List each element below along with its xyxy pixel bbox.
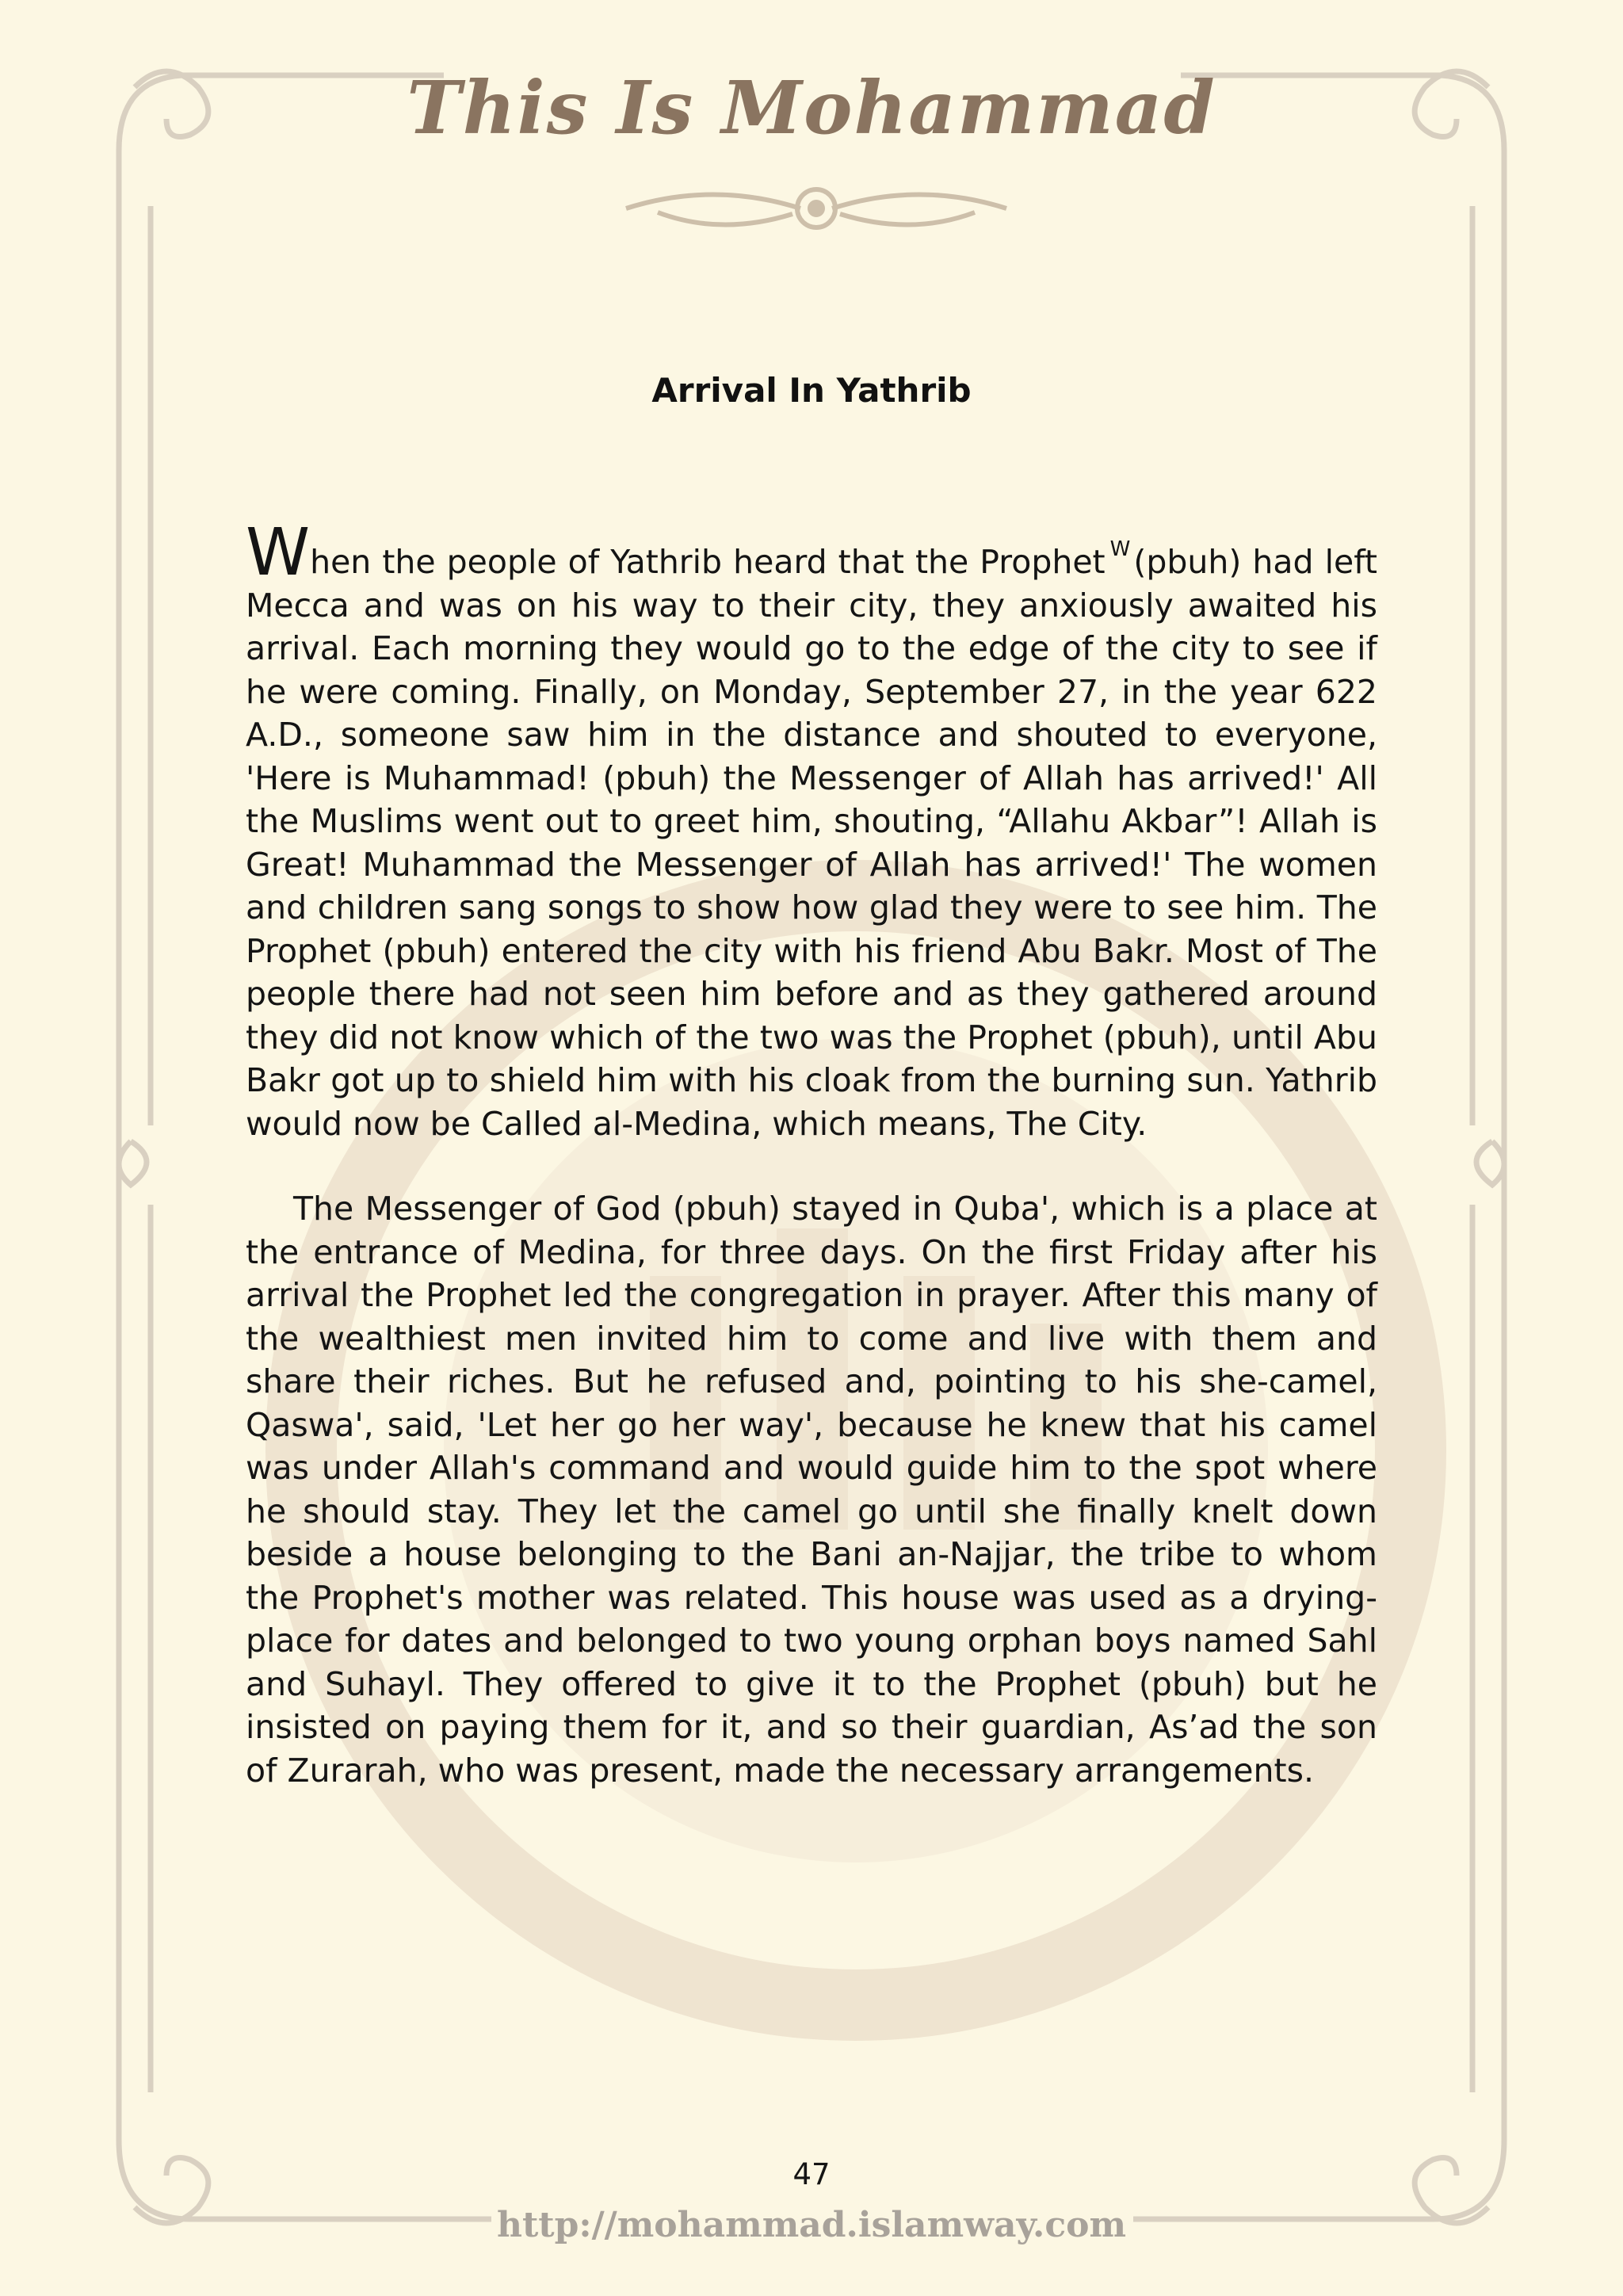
book-title: This Is Mohammad [407,65,1216,151]
drop-cap: W [246,515,311,590]
paragraph-1 [246,515,1377,1145]
footer-url: http://mohammad.islamway.com [496,2205,1127,2245]
article-body [246,515,1377,1792]
chapter-title: Arrival In Yathrib [651,371,972,410]
title-ornament-icon [610,173,1022,244]
superscript-mark: W [1109,537,1131,561]
paragraph-2: The Messenger of God (pbuh) stayed in Quba', which is a place at the entrance of Medina, for three days. On the first Friday after his arrival the Prophet led the congregation in prayer. After this many of the wealthiest men invited him to come and live with them and share their riches. But he refused and, pointing to his she-camel, Qaswa', said, 'Let her go her way', because he knew that his camel was under Allah's command and would guide him to the spot where he should stay. They let the camel go until she finally knelt down beside a house belonging to the Bani an-Najjar, the tribe to whom the Prophet's mother was related. This house was used as a drying-place for dates and belonged to two young orphan boys named Sahl and Suhayl. They offered to give it to the Prophet (pbuh) but he insisted on paying them for it, and so their guardian, As’ad the son of Zurarah, who was present, made the necessary arrangements. [246,1190,1377,1790]
page-number: 47 [792,2157,831,2191]
paragraph-1-text-end: (pbuh) had left Mecca and was on his way to their city, they anxiously awaited his arrival. Each morning they would go to the edge of the city to see if he were coming. Finally, on Monday, September 27, in the year 622 A.D., someone saw him in the distance and shouted to everyone, 'Here is Muhammad! (pbuh) the Messenger of Allah has arrived!' All the Muslims went out to greet him, shouting, “Allahu Akbar”! Allah is Great! Muhammad the Messenger of Allah has arrived!' The women and children sang songs to show how glad they were to see him. The Prophet (pbuh) entered the city with his friend Abu Bakr. Most of The people there had not seen him before and as they gathered around they did not know which of the two was the Prophet (pbuh), until Abu Bakr got up to shield him with his cloak from the burning sun. Yathrib would now be Called al-Medina, which means, The City. [246,543,1377,1143]
paragraph-1-text-start: hen the people of Yathrib heard that the Prophet [310,543,1106,581]
